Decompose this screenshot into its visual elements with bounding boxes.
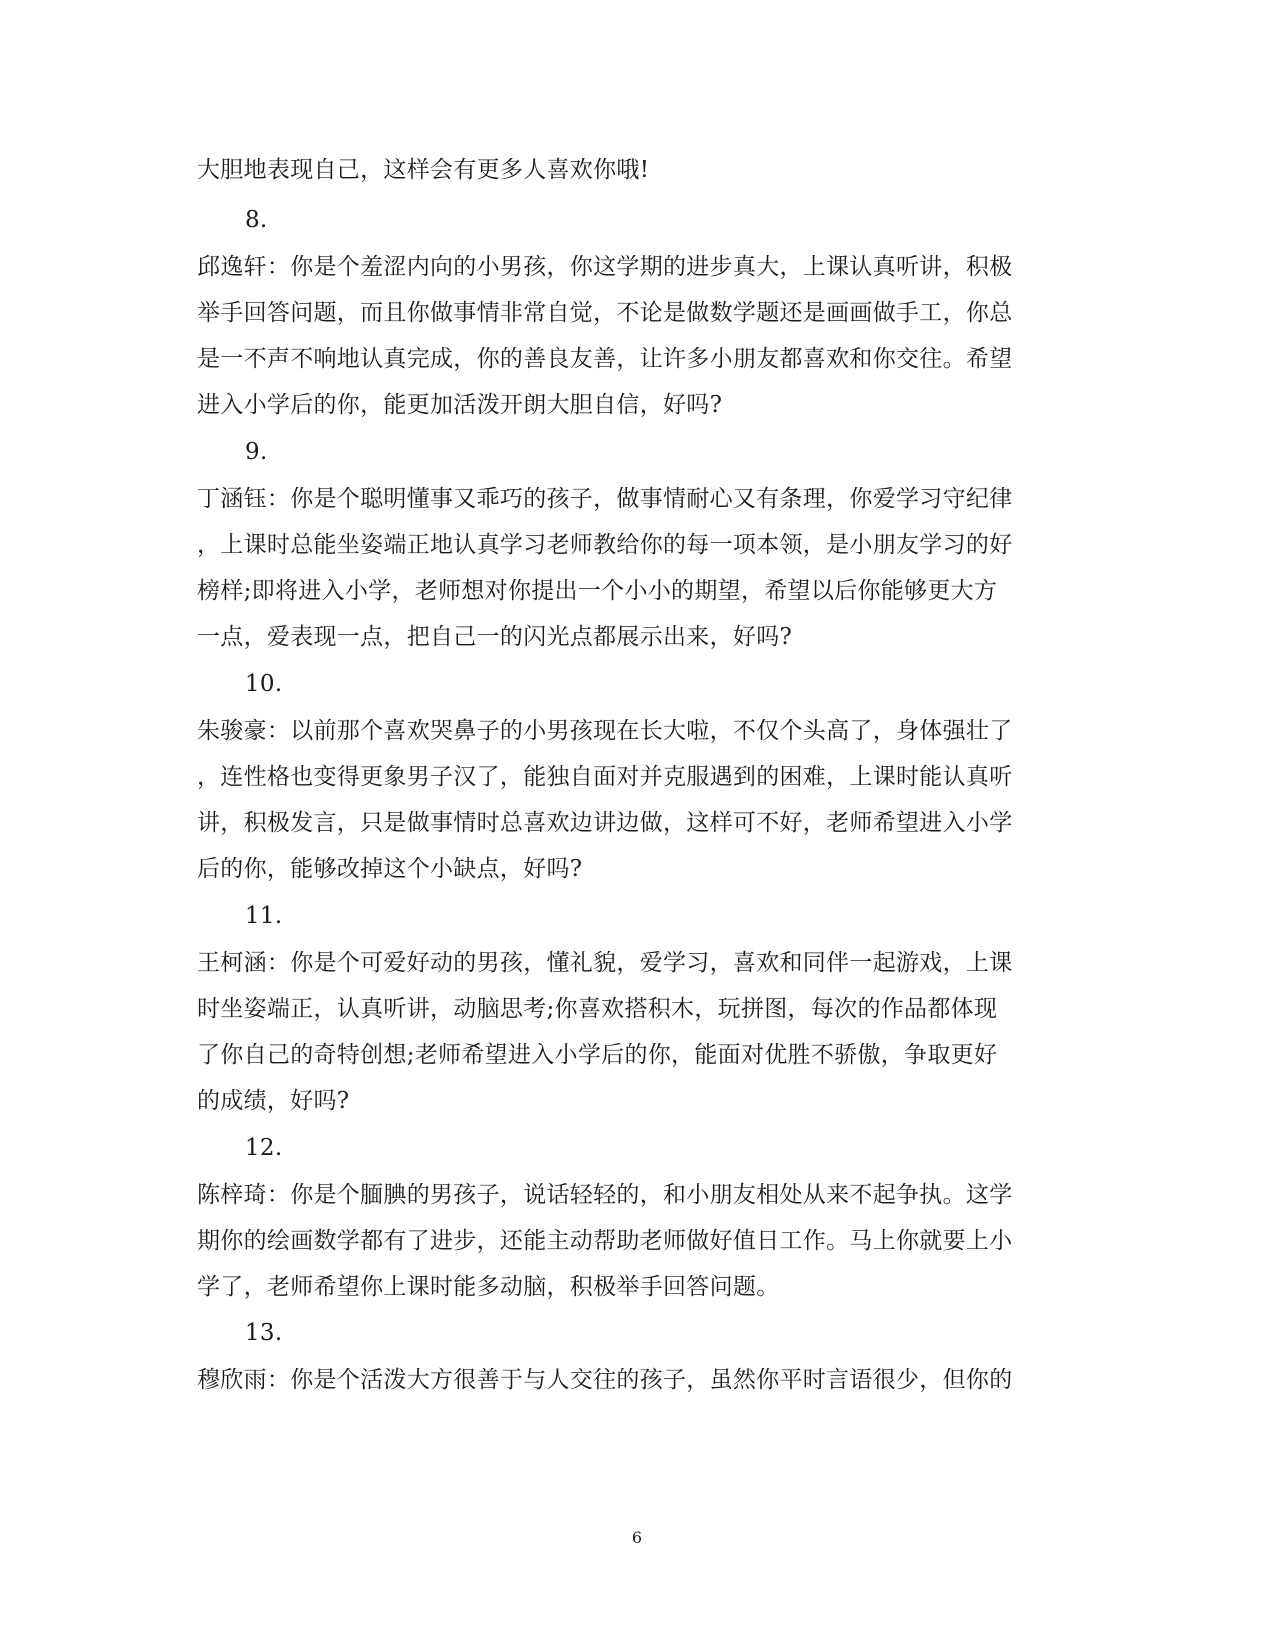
text-line: 陈梓琦：你是个腼腆的男孩子，说话轻轻的，和小朋友相处从来不起争执。这学 bbox=[197, 1182, 1013, 1208]
text-line: 朱骏豪：以前那个喜欢哭鼻子的小男孩现在长大啦，不仅个头高了，身体强壮了 bbox=[197, 718, 1013, 744]
text-line: 举手回答问题，而且你做事情非常自觉，不论是做数学题还是画画做手工，你总 bbox=[197, 300, 1013, 326]
text-line: 穆欣雨：你是个活泼大方很善于与人交往的孩子，虽然你平时言语很少，但你的 bbox=[197, 1367, 1013, 1393]
text-line: 讲，积极发言，只是做事情时总喜欢边讲边做，这样可不好，老师希望进入小学 bbox=[197, 810, 1013, 836]
item-number: 9. bbox=[245, 439, 268, 465]
text-line: 后的你，能够改掉这个小缺点，好吗? bbox=[197, 856, 583, 882]
text-line: ，连性格也变得更象男子汉了，能独自面对并克服遇到的困难，上课时能认真听 bbox=[197, 764, 1013, 790]
text-line: 是一不声不响地认真完成，你的善良友善，让许多小朋友都喜欢和你交往。希望 bbox=[197, 346, 1013, 372]
item-number: 13. bbox=[245, 1320, 283, 1346]
text-line: 邱逸轩：你是个羞涩内向的小男孩，你这学期的进步真大，上课认真听讲，积极 bbox=[197, 254, 1013, 280]
text-line: 王柯涵：你是个可爱好动的男孩，懂礼貌，爱学习，喜欢和同伴一起游戏，上课 bbox=[197, 950, 1013, 976]
item-number: 12. bbox=[245, 1135, 283, 1161]
text-line: ，上课时总能坐姿端正地认真学习老师教给你的每一项本领，是小朋友学习的好 bbox=[197, 532, 1013, 558]
text-line: 的成绩，好吗? bbox=[197, 1088, 350, 1114]
text-line: 期你的绘画数学都有了进步，还能主动帮助老师做好值日工作。马上你就要上小 bbox=[197, 1228, 1013, 1254]
text-line: 学了，老师希望你上课时能多动脑，积极举手回答问题。 bbox=[197, 1274, 780, 1300]
text-line: 大胆地表现自己，这样会有更多人喜欢你哦! bbox=[197, 157, 650, 183]
text-line: 进入小学后的你，能更加活泼开朗大胆自信，好吗? bbox=[197, 392, 723, 418]
text-line: 了你自己的奇特创想;老师希望进入小学后的你，能面对优胜不骄傲，争取更好 bbox=[197, 1042, 998, 1068]
text-line: 丁涵钰：你是个聪明懂事又乖巧的孩子，做事情耐心又有条理，你爱学习守纪律 bbox=[197, 486, 1013, 512]
text-line: 一点，爱表现一点，把自己一的闪光点都展示出来，好吗? bbox=[197, 624, 793, 650]
item-number: 11. bbox=[245, 903, 283, 929]
item-number: 10. bbox=[245, 671, 283, 697]
text-line: 榜样;即将进入小学，老师想对你提出一个小小的期望，希望以后你能够更大方 bbox=[197, 578, 998, 604]
text-line: 时坐姿端正，认真听讲，动脑思考;你喜欢搭积木，玩拼图，每次的作品都体现 bbox=[197, 996, 998, 1022]
page-number: 6 bbox=[631, 1528, 643, 1547]
item-number: 8. bbox=[245, 207, 268, 233]
